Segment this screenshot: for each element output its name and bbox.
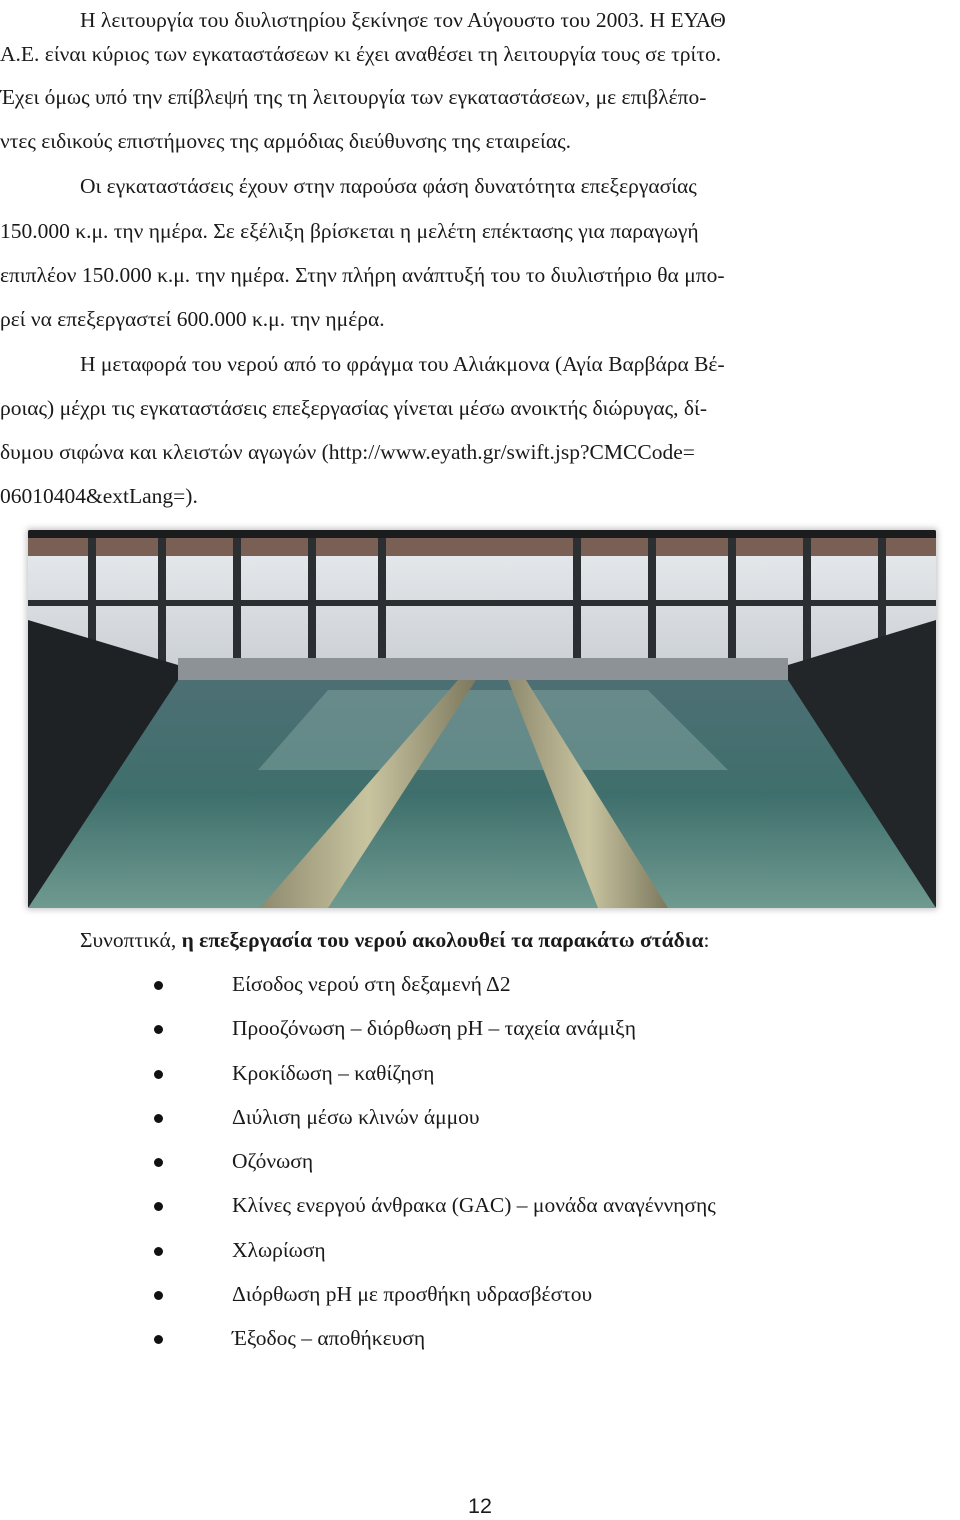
stage-label: Χλωρίωση (232, 1237, 326, 1262)
list-item (0, 1103, 960, 1147)
list-item (0, 1324, 960, 1368)
summary-lead: Συνοπτικά, (80, 928, 182, 952)
bullet-icon (154, 1070, 163, 1079)
bullet-icon (154, 1291, 163, 1300)
text-span: ροιας) μέχρι τις εγκαταστάσεις επεξεργασίας γίνεται μέσω ανοικτής διώρυγας, δί- (0, 396, 707, 420)
stage-label: Διύλιση μέσω κλινών άμμου (232, 1104, 480, 1129)
bullet-icon (154, 1247, 163, 1256)
bullet-icon (154, 981, 163, 990)
page-number: 12 (468, 1494, 492, 1518)
stage-label: Είσοδος νερού στη δεξαμενή Δ2 (232, 972, 511, 996)
bullet-icon (154, 1025, 163, 1034)
bullet-icon (154, 1335, 163, 1344)
list-item (0, 1280, 960, 1324)
stage-label: Προοζόνωση – διόρθωση pH – ταχεία ανάμιξη (232, 1016, 636, 1041)
list-item (0, 1147, 960, 1191)
text-span: επιπλέον 150.000 κ.μ. την ημέρα. Στην πλήρη ανάπτυξή του το διυλιστήριο θα μπο- (0, 263, 725, 287)
list-item (0, 1014, 960, 1058)
text-span: Έχει όμως υπό την επίβλεψή της τη λειτουργία των εγκαταστάσεων, με επιβλέπο- (0, 85, 707, 109)
stage-label: Έξοδος – αποθήκευση (232, 1326, 426, 1351)
text-span: Α.Ε. είναι κύριος των εγκαταστάσεων κι έχει αναθέσει τη λειτουργία τους σε τρίτο. (0, 42, 722, 66)
list-item (0, 1059, 960, 1103)
text-span: ρεί να επεξεργαστεί 600.000 κ.μ. την ημέρα. (0, 307, 385, 331)
stage-label: Οζόνωση (232, 1149, 314, 1174)
summary-bold: η επεξεργασία του νερού ακολουθεί τα παρακάτω στάδια (181, 928, 704, 952)
list-item (0, 1191, 960, 1235)
text-span: 06010404&extLang=). (0, 484, 198, 508)
bullet-icon (154, 1202, 163, 1211)
text-span: Η λειτουργία του διυλιστηρίου ξεκίνησε τον Αύγουστο του 2003. Η ΕΥΑΘ (80, 8, 726, 32)
text-span: ντες ειδικούς επιστήμονες της αρμόδιας διεύθυνσης της εταιρείας. (0, 129, 571, 153)
list-item (0, 1236, 960, 1280)
list-item (0, 970, 960, 1014)
summary-tail: : (703, 928, 710, 952)
stage-label: Κροκίδωση – καθίζηση (232, 1060, 435, 1085)
bullet-icon (154, 1158, 163, 1167)
basin-illustration (28, 530, 936, 908)
stage-label: Διόρθωση pH με προσθήκη υδρασβέστου (232, 1282, 593, 1307)
text-span: 150.000 κ.μ. την ημέρα. Σε εξέλιξη βρίσκεται η μελέτη επέκτασης για παραγωγή (0, 219, 699, 243)
text-span: Οι εγκαταστάσεις έχουν στην παρούσα φάση δυνατότητα επεξεργασίας (80, 174, 697, 198)
summary-sentence (80, 926, 709, 954)
water-basin-photo (28, 530, 936, 908)
text-span: δυμου σιφώνα και κλειστών αγωγών (http://www.eyath.gr/swift.jsp?CMCCode= (0, 440, 695, 464)
stage-label: Κλίνες ενεργού άνθρακα (GAC) – μονάδα αναγέννησης (232, 1193, 716, 1218)
bullet-icon (154, 1114, 163, 1123)
treatment-stages-list (0, 970, 960, 1369)
text-span: Η μεταφορά του νερού από το φράγμα του Αλιάκμονα (Αγία Βαρβάρα Βέ- (80, 352, 725, 376)
